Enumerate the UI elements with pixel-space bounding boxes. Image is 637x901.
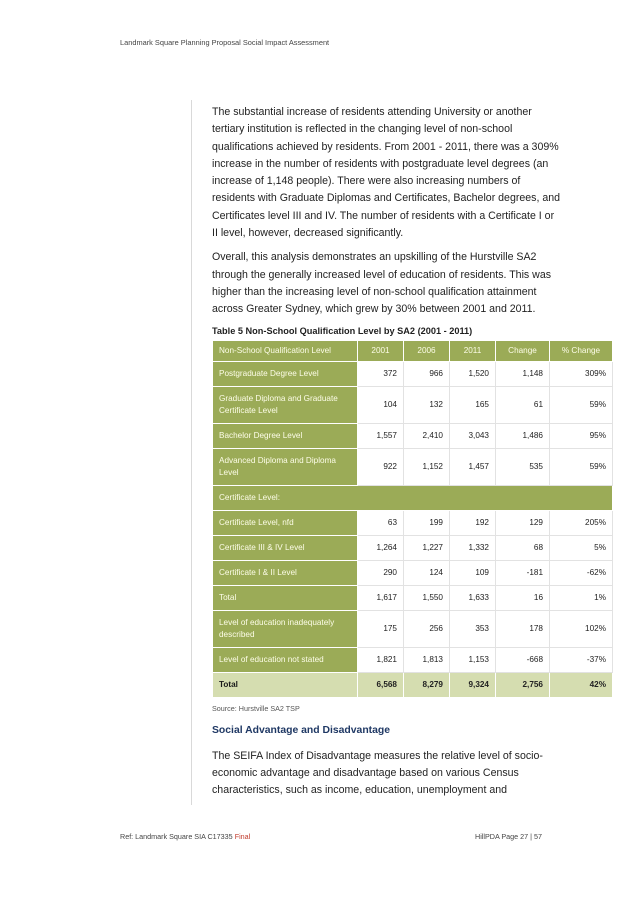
cell-2001: 175	[358, 610, 404, 647]
cell-2001: 372	[358, 361, 404, 386]
cell-2011: 165	[450, 386, 496, 423]
cell-change: 129	[496, 510, 550, 535]
cell-change: -181	[496, 560, 550, 585]
col-header-2011: 2011	[450, 340, 496, 361]
table-section-row	[213, 485, 613, 510]
cell-2006: 132	[404, 386, 450, 423]
cell-2006: 256	[404, 610, 450, 647]
col-header-2001: 2001	[358, 340, 404, 361]
running-header: Landmark Square Planning Proposal Social Impact Assessment	[120, 38, 330, 47]
paragraph-seifa: The SEIFA Index of Disadvantage measures the relative level of socio-economic advantage and disadvantage based on various Census characteristics, such as income, education, unemployment and	[212, 749, 543, 797]
cell-2006: 8,279	[404, 672, 450, 697]
cell-2001: 1,557	[358, 423, 404, 448]
cell-pct-change: 205%	[550, 510, 613, 535]
cell-2011: 353	[450, 610, 496, 647]
row-label: Certificate I & II Level	[213, 560, 358, 585]
cell-2011: 1,520	[450, 361, 496, 386]
col-header-2006: 2006	[404, 340, 450, 361]
table-row-certificate-total	[213, 585, 613, 610]
cell-2001: 1,617	[358, 585, 404, 610]
cell-pct-change: -62%	[550, 560, 613, 585]
cell-2001: 104	[358, 386, 404, 423]
cell-pct-change: 59%	[550, 448, 613, 485]
cell-pct-change: 59%	[550, 386, 613, 423]
cell-2011: 1,332	[450, 535, 496, 560]
table-row-grand-total	[213, 672, 613, 697]
cell-2011: 9,324	[450, 672, 496, 697]
table-row	[213, 560, 613, 585]
row-label: Postgraduate Degree Level	[213, 361, 358, 386]
cell-2011: 109	[450, 560, 496, 585]
cell-2011: 1,153	[450, 647, 496, 672]
row-label: Total	[213, 585, 358, 610]
cell-2006: 1,152	[404, 448, 450, 485]
footer-page-number: HillPDA Page 27 | 57	[475, 832, 542, 841]
cell-pct-change: 1%	[550, 585, 613, 610]
row-label: Total	[213, 672, 358, 697]
row-label: Graduate Diploma and Graduate Certificate Level	[213, 386, 358, 423]
cell-2001: 290	[358, 560, 404, 585]
cell-change: 1,486	[496, 423, 550, 448]
cell-2011: 1,633	[450, 585, 496, 610]
cell-2011: 1,457	[450, 448, 496, 485]
cell-2011: 3,043	[450, 423, 496, 448]
cell-2001: 6,568	[358, 672, 404, 697]
table-source: Source: Hurstville SA2 TSP	[212, 703, 300, 713]
row-label: Bachelor Degree Level	[213, 423, 358, 448]
table-row	[213, 510, 613, 535]
footer-ref-text: Ref: Landmark Square SIA C17335	[120, 832, 233, 841]
cell-2001: 922	[358, 448, 404, 485]
row-label: Certificate Level, nfd	[213, 510, 358, 535]
paragraph-upskilling: Overall, this analysis demonstrates an upskilling of the Hurstville SA2 through the generally increased level of education of residents. This was higher than the increasing level of non-school qualification attainment across Greater Sydney, which grew by 30% between 2001 and 2011.	[212, 251, 552, 316]
row-label: Level of education not stated	[213, 647, 358, 672]
section-heading: Social Advantage and Disadvantage	[212, 724, 391, 736]
cell-change: 68	[496, 535, 550, 560]
paragraph-qualifications: The substantial increase of residents attending University or another tertiary institution is reflected in the changing level of non-school qualifications achieved by residents. From 2001 - 2011, there was a 309% increase in the number of residents with postgraduate level degrees (an increase of 1,148 people). There were also increasing numbers of residents with Graduate Diplomas and Certificates, Bachelor degrees, and Certificates level III and IV. The number of residents with a Certificate I or II level, however, decreased significantly.	[212, 106, 561, 240]
table-row	[213, 647, 613, 672]
cell-pct-change: 95%	[550, 423, 613, 448]
cell-2006: 124	[404, 560, 450, 585]
cell-2011: 192	[450, 510, 496, 535]
cell-2006: 966	[404, 361, 450, 386]
cell-2001: 1,821	[358, 647, 404, 672]
cell-change: -668	[496, 647, 550, 672]
cell-pct-change: 42%	[550, 672, 613, 697]
table-row	[213, 361, 613, 386]
row-label: Level of education inadequately described	[213, 610, 358, 647]
cell-pct-change: -37%	[550, 647, 613, 672]
table-caption: Table 5 Non-School Qualification Level by SA2 (2001 - 2011)	[212, 325, 473, 336]
table-header-row	[213, 340, 613, 361]
qualification-table	[212, 340, 613, 698]
row-label: Certificate III & IV Level	[213, 535, 358, 560]
cell-2006: 1,227	[404, 535, 450, 560]
table-row	[213, 535, 613, 560]
footer-reference	[120, 832, 250, 841]
cell-change: 16	[496, 585, 550, 610]
col-header-level: Non-School Qualification Level	[213, 340, 358, 361]
cell-2001: 1,264	[358, 535, 404, 560]
footer-final-tag: Final	[234, 832, 251, 841]
cell-change: 2,756	[496, 672, 550, 697]
cell-pct-change: 309%	[550, 361, 613, 386]
page-content	[212, 104, 606, 806]
margin-rule	[191, 100, 192, 805]
table-row	[213, 386, 613, 423]
cell-2006: 1,813	[404, 647, 450, 672]
cell-2006: 199	[404, 510, 450, 535]
col-header-change: Change	[496, 340, 550, 361]
cell-pct-change: 102%	[550, 610, 613, 647]
section-label-certificate: Certificate Level:	[213, 485, 613, 510]
cell-change: 178	[496, 610, 550, 647]
table-row	[213, 610, 613, 647]
cell-pct-change: 5%	[550, 535, 613, 560]
cell-change: 535	[496, 448, 550, 485]
cell-2006: 1,550	[404, 585, 450, 610]
table-row	[213, 448, 613, 485]
cell-change: 1,148	[496, 361, 550, 386]
cell-2006: 2,410	[404, 423, 450, 448]
table-row	[213, 423, 613, 448]
cell-2001: 63	[358, 510, 404, 535]
cell-change: 61	[496, 386, 550, 423]
row-label: Advanced Diploma and Diploma Level	[213, 448, 358, 485]
col-header-pct-change: % Change	[550, 340, 613, 361]
